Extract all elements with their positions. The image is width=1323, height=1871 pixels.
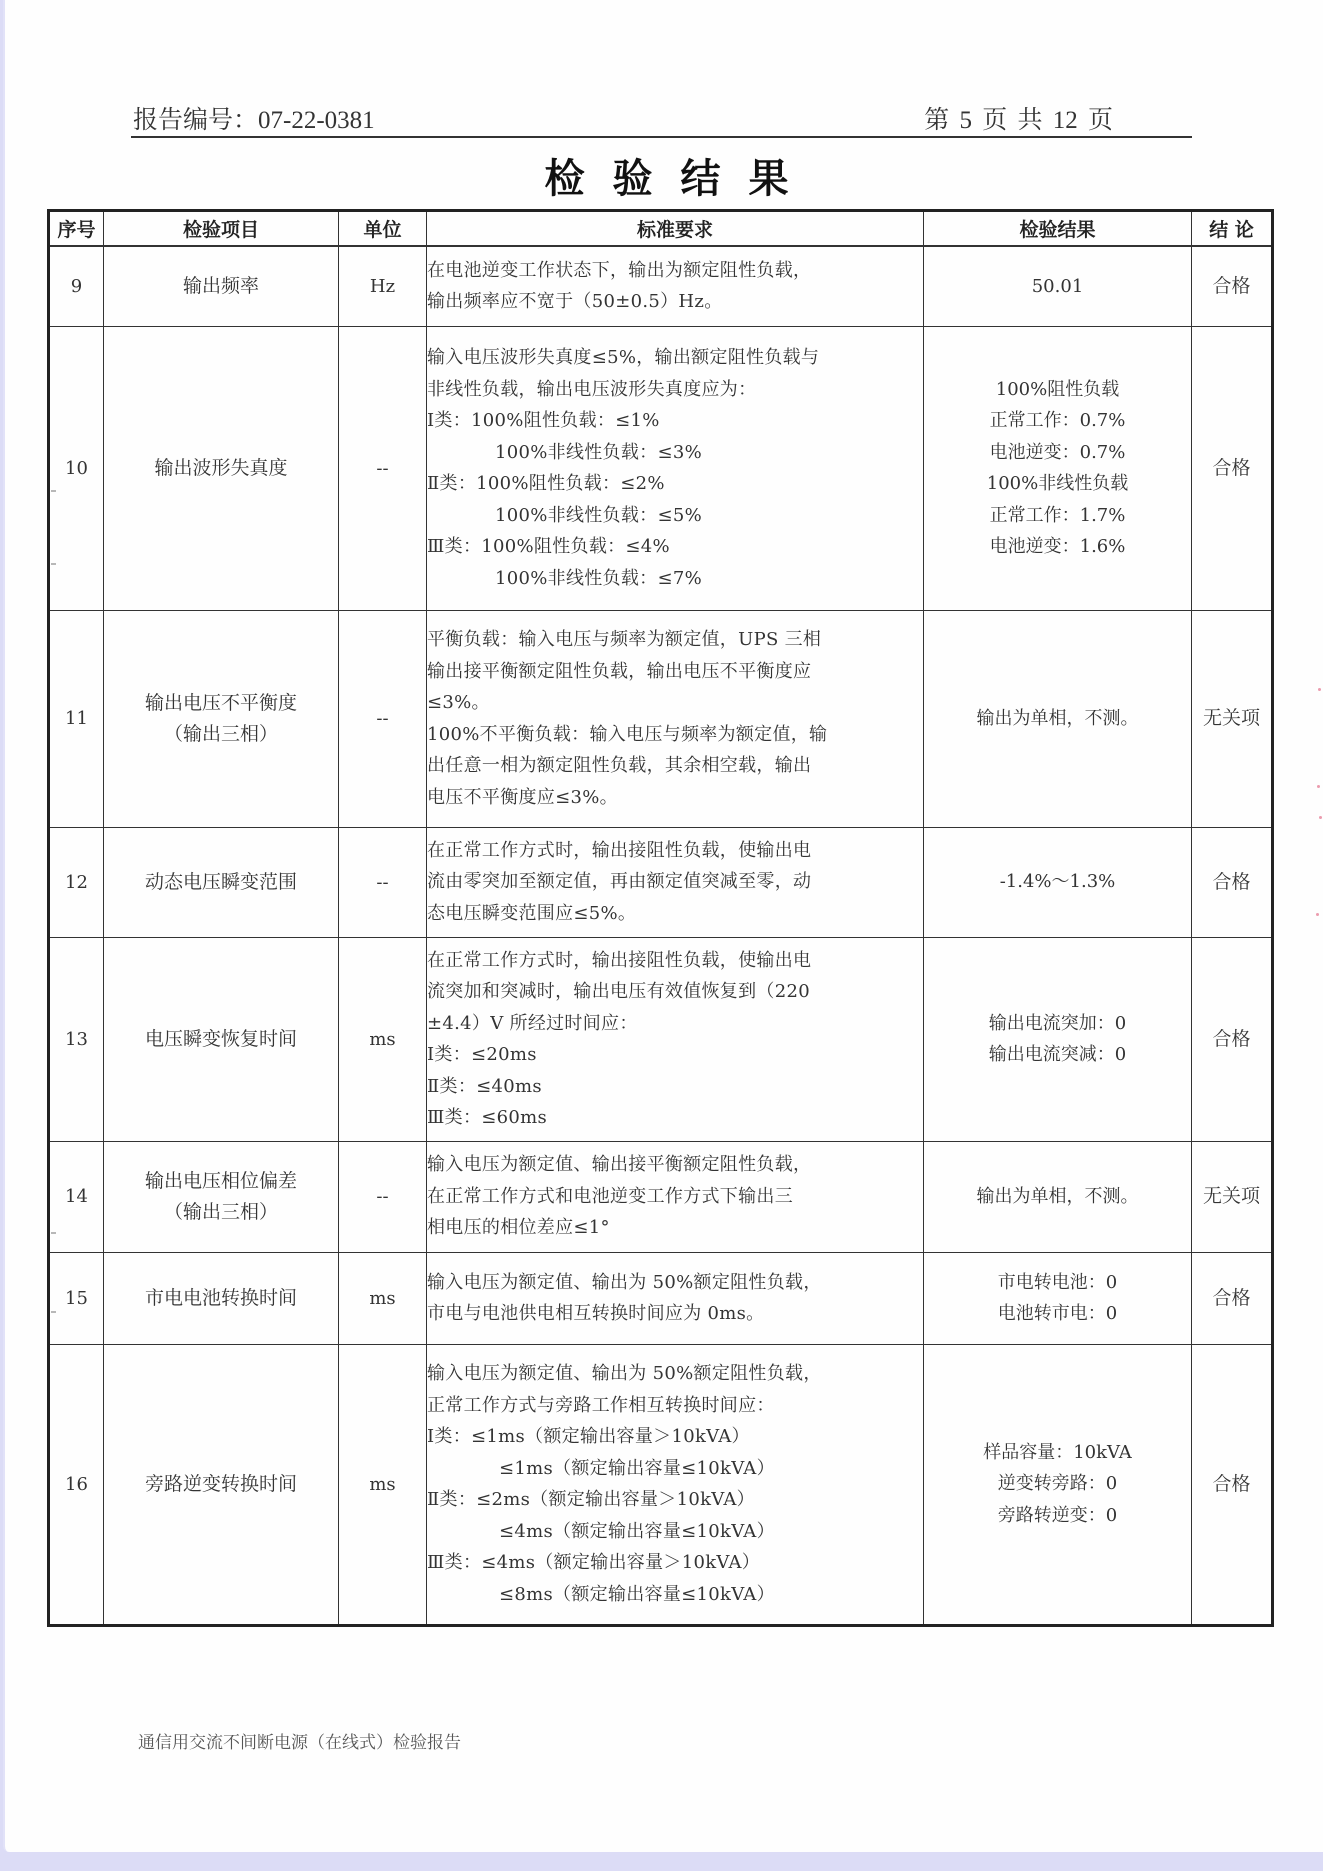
standard-line: Ⅲ类：≤4ms（额定输出容量＞10kVA）	[427, 1552, 761, 1573]
scan-speck	[1317, 785, 1320, 788]
standard-requirement-cell	[427, 610, 924, 827]
unit-value: ms	[369, 1028, 396, 1050]
row-number: 12	[65, 871, 88, 893]
standard-line: 100%非线性负载：≤7%	[495, 567, 702, 589]
standard-line: 输出频率应不宽于（50±0.5）Hz。	[427, 291, 723, 313]
row-number-cell	[49, 326, 104, 610]
test-result-line: 输出为单相，不测。	[976, 1185, 1139, 1207]
row-number: 13	[65, 1028, 88, 1050]
standard-line: ≤3%。	[427, 692, 490, 713]
test-result-line: 输出电流突加：0	[988, 1012, 1127, 1034]
scan-speck	[1316, 913, 1319, 916]
table-header-row	[49, 211, 1273, 247]
conclusion-value: 合格	[1212, 456, 1251, 479]
standard-line: 平衡负载：输入电压与频率为额定值，UPS 三相	[427, 629, 822, 650]
row-number: 16	[65, 1473, 88, 1495]
test-item-line: 旁路逆变转换时间	[144, 1472, 297, 1495]
unit-cell	[339, 1344, 427, 1625]
test-result-line: 电池逆变：1.6%	[989, 536, 1126, 557]
scan-mark	[51, 1232, 56, 1234]
unit-cell	[339, 1252, 427, 1344]
test-result-cell	[924, 1344, 1192, 1625]
standard-line: ≤1ms（额定输出容量≤10kVA）	[499, 1457, 775, 1479]
column-header-result: 检验结果	[924, 211, 1192, 247]
standard-line: Ⅲ类：≤60ms	[427, 1107, 548, 1128]
standard-line: 出任意一相为额定阻性负载，其余相空载，输出	[427, 755, 812, 776]
test-result-line: 50.01	[1031, 275, 1084, 297]
conclusion-cell	[1192, 326, 1273, 610]
standard-line: 在正常工作方式和电池逆变工作方式下输出三	[427, 1185, 793, 1207]
standard-line: 在正常工作方式时，输出接阻性负载，使输出电	[427, 839, 812, 861]
standard-line: Ⅰ类：100%阻性负载：≤1%	[427, 410, 660, 431]
results-table	[47, 209, 1274, 1627]
test-item-line: 输出电压相位偏差	[144, 1169, 297, 1192]
test-item-line: 输出波形失真度	[154, 456, 288, 479]
test-result-line: 正常工作：0.7%	[989, 410, 1126, 431]
standard-line: 电压不平衡度应≤3%。	[427, 786, 618, 808]
test-item-cell	[104, 827, 339, 937]
test-item-line: 动态电压瞬变范围	[144, 870, 297, 893]
test-result-line: 100%非线性负载	[986, 473, 1129, 494]
standard-requirement-cell	[427, 1252, 924, 1344]
unit-cell	[339, 610, 427, 827]
row-number: 9	[70, 275, 83, 297]
unit-value: --	[376, 708, 389, 729]
report-footer: 通信用交流不间断电源（在线式）检验报告	[138, 1733, 461, 1753]
standard-line: 100%非线性负载：≤5%	[495, 504, 702, 526]
standard-line: Ⅱ类：100%阻性负载：≤2%	[427, 473, 665, 494]
table-row	[49, 827, 1273, 937]
row-number: 11	[65, 708, 88, 729]
conclusion-value: 合格	[1212, 1472, 1251, 1495]
standard-line: ≤8ms（额定输出容量≤10kVA）	[499, 1583, 775, 1605]
test-result-line: 电池转市电：0	[997, 1303, 1118, 1324]
test-item-cell	[104, 1252, 339, 1344]
test-item-cell	[104, 1344, 339, 1625]
row-number-cell	[49, 1252, 104, 1344]
conclusion-cell	[1192, 1344, 1273, 1625]
standard-line: 输入电压为额定值、输出为 50%额定阻性负载，	[427, 1363, 822, 1384]
standard-line: 市电与电池供电相互转换时间应为 0ms。	[427, 1303, 765, 1324]
standard-requirement-cell	[427, 326, 924, 610]
standard-line: 100%非线性负载：≤3%	[495, 441, 702, 463]
test-result-cell	[924, 1141, 1192, 1252]
table-row	[49, 610, 1273, 827]
row-number-cell	[49, 937, 104, 1141]
table-row	[49, 1141, 1273, 1252]
row-number-cell	[49, 1344, 104, 1625]
test-item-cell	[104, 1141, 339, 1252]
column-header-item: 检验项目	[104, 211, 339, 247]
test-result-cell	[924, 937, 1192, 1141]
standard-requirement-cell	[427, 1344, 924, 1625]
standard-line: 流突加和突减时，输出电压有效值恢复到（220	[427, 981, 810, 1002]
test-result-cell	[924, 827, 1192, 937]
test-result-line: 旁路转逆变：0	[997, 1504, 1118, 1526]
scan-mark	[51, 563, 56, 565]
scan-speck	[1319, 816, 1322, 819]
standard-line: 在正常工作方式时，输出接阻性负载，使输出电	[427, 949, 812, 971]
test-item-line: 市电电池转换时间	[144, 1286, 297, 1309]
report-number-value: 07-22-0381	[258, 107, 375, 134]
row-number-cell	[49, 827, 104, 937]
conclusion-cell	[1192, 827, 1273, 937]
unit-value: ms	[369, 1473, 396, 1495]
test-item-line: 电压瞬变恢复时间	[144, 1027, 297, 1050]
column-header-conclusion: 结 论	[1192, 211, 1273, 247]
row-number: 14	[65, 1186, 88, 1207]
standard-requirement-cell	[427, 827, 924, 937]
test-result-line: -1.4%～1.3%	[999, 871, 1116, 893]
standard-line: 正常工作方式与旁路工作相互转换时间应：	[427, 1394, 775, 1416]
test-item-line: （输出三相）	[163, 722, 278, 745]
table-row	[49, 1344, 1273, 1625]
standard-line: 态电压瞬变范围应≤5%。	[427, 902, 637, 924]
standard-line: 非线性负载，输出电压波形失真度应为：	[427, 378, 757, 400]
standard-line: 在电池逆变工作状态下，输出为额定阻性负载，	[427, 259, 812, 281]
row-number-cell	[49, 1141, 104, 1252]
table-row	[49, 326, 1273, 610]
unit-cell	[339, 827, 427, 937]
report-number-label: 报告编号：	[133, 107, 259, 134]
table-row	[49, 246, 1273, 326]
conclusion-cell	[1192, 1141, 1273, 1252]
test-result-cell	[924, 246, 1192, 326]
test-result-line: 输出为单相，不测。	[976, 707, 1139, 729]
conclusion-value: 合格	[1212, 1286, 1251, 1309]
unit-value: --	[376, 457, 389, 479]
test-item-line: （输出三相）	[163, 1200, 278, 1223]
unit-value: ms	[369, 1287, 396, 1309]
unit-value: --	[376, 1186, 389, 1207]
standard-line: Ⅱ类：≤2ms（额定输出容量＞10kVA）	[427, 1489, 755, 1510]
conclusion-cell	[1192, 937, 1273, 1141]
test-result-cell	[924, 610, 1192, 827]
unit-cell	[339, 937, 427, 1141]
standard-line: 输入电压为额定值、输出接平衡额定阻性负载，	[427, 1154, 812, 1176]
standard-line: 输入电压为额定值、输出为 50%额定阻性负载，	[427, 1271, 822, 1293]
conclusion-cell	[1192, 246, 1273, 326]
row-number: 15	[65, 1287, 88, 1309]
conclusion-value: 无关项	[1202, 1185, 1260, 1207]
unit-cell	[339, 326, 427, 610]
header-divider	[131, 136, 1192, 138]
test-result-line: 正常工作：1.7%	[989, 504, 1126, 526]
standard-line: Ⅰ类：≤20ms	[427, 1044, 537, 1065]
test-item-line: 输出频率	[182, 274, 259, 297]
scan-mark	[51, 490, 56, 492]
test-result-cell	[924, 1252, 1192, 1344]
unit-value: --	[376, 871, 389, 893]
test-result-line: 市电转电池：0	[997, 1271, 1118, 1293]
document-page	[3, 0, 1323, 1852]
standard-requirement-cell	[427, 937, 924, 1141]
test-item-cell	[104, 246, 339, 326]
scan-speck	[1318, 688, 1321, 691]
standard-line: ≤4ms（额定输出容量≤10kVA）	[499, 1520, 775, 1542]
standard-line: Ⅱ类：≤40ms	[427, 1075, 542, 1097]
test-item-cell	[104, 937, 339, 1141]
test-item-cell	[104, 326, 339, 610]
standard-line: Ⅲ类：100%阻性负载：≤4%	[427, 536, 670, 557]
conclusion-cell	[1192, 1252, 1273, 1344]
table-row	[49, 937, 1273, 1141]
standard-line: 流由零突加至额定值，再由额定值突减至零，动	[427, 871, 812, 893]
standard-line: 输入电压波形失真度≤5%，输出额定阻性负载与	[427, 347, 820, 368]
conclusion-cell	[1192, 610, 1273, 827]
unit-cell	[339, 1141, 427, 1252]
table-row	[49, 1252, 1273, 1344]
test-item-line: 输出电压不平衡度	[144, 691, 297, 714]
row-number-cell	[49, 610, 104, 827]
page-title: 检验结果	[544, 156, 817, 202]
scan-mark	[51, 1311, 56, 1313]
conclusion-value: 合格	[1212, 1027, 1251, 1050]
row-number: 10	[65, 457, 88, 479]
standard-line: 输出接平衡额定阻性负载，输出电压不平衡度应	[427, 660, 812, 682]
row-number-cell	[49, 246, 104, 326]
test-result-cell	[924, 326, 1192, 610]
column-header-standard: 标准要求	[427, 211, 924, 247]
conclusion-value: 合格	[1212, 274, 1251, 297]
standard-line: 100%不平衡负载：输入电压与频率为额定值，输	[427, 723, 828, 745]
test-result-line: 输出电流突减：0	[988, 1044, 1127, 1065]
conclusion-value: 合格	[1212, 870, 1251, 893]
standard-line: 相电压的相位差应≤1°	[427, 1217, 610, 1239]
unit-value: Hz	[369, 275, 396, 297]
standard-line: ±4.4）V 所经过时间应：	[427, 1012, 638, 1034]
standard-requirement-cell	[427, 1141, 924, 1252]
test-result-line: 100%阻性负载	[995, 378, 1120, 400]
column-header-no: 序号	[49, 211, 104, 247]
test-result-line: 逆变转旁路：0	[997, 1473, 1118, 1495]
standard-line: Ⅰ类：≤1ms（额定输出容量＞10kVA）	[427, 1426, 750, 1447]
conclusion-value: 无关项	[1202, 707, 1260, 729]
test-result-line: 电池逆变：0.7%	[989, 441, 1126, 463]
test-result-line: 样品容量：10kVA	[983, 1441, 1132, 1463]
unit-cell	[339, 246, 427, 326]
standard-requirement-cell	[427, 246, 924, 326]
column-header-unit: 单位	[339, 211, 427, 247]
test-item-cell	[104, 610, 339, 827]
report-number	[133, 100, 375, 136]
page-indicator: 第 5 页 共 12 页	[924, 107, 1113, 134]
